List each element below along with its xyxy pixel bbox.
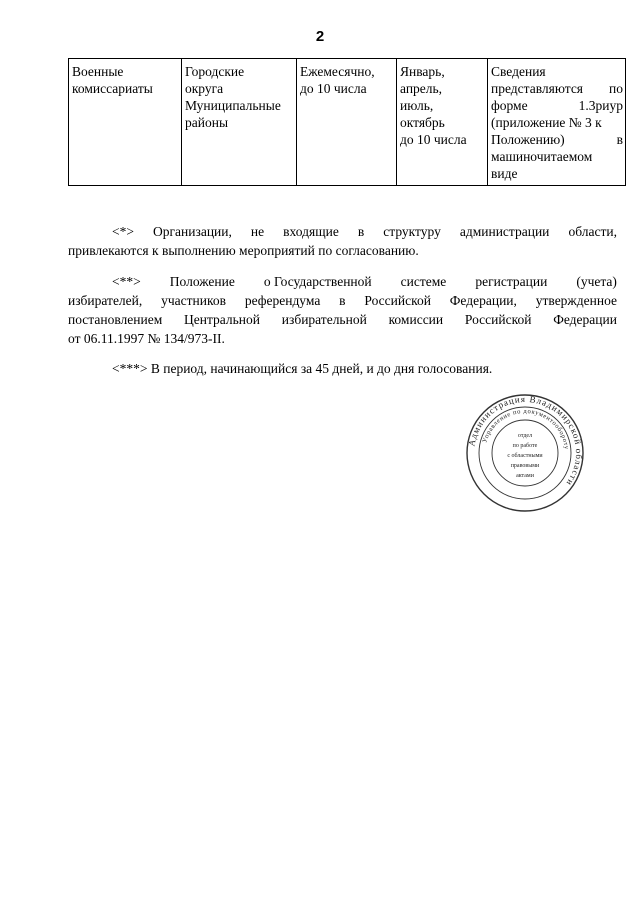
cell-deadline: Январь, апрель, июль, октябрь до 10 числа: [397, 59, 488, 186]
cell-format: Сведения представляются по форме 1.3риур (приложение № 3 к Положению) в машиночитаемом виде: [488, 59, 626, 186]
cell-organization: Военные комиссариаты: [69, 59, 182, 186]
svg-text:правовыми: правовыми: [510, 463, 540, 469]
footnote-3: <***> В период, начинающийся за 45 дней, и до дня голосования.: [112, 361, 493, 376]
cell-frequency: Ежемесячно, до 10 числа: [297, 59, 397, 186]
reporting-table: [68, 58, 626, 186]
page-number: 2: [315, 28, 325, 45]
stamp-seal-icon: [465, 393, 585, 513]
footnote-2: <**> Положение о Государственной системе регистрации (учета) избирателей, участников референдума в Российской Федерации, утвержденное постановлением Центральной избирательной комиссии Российской Федерации от 06.11.1997 № 134/973-II.: [68, 274, 617, 346]
svg-text:актами: актами: [516, 473, 534, 479]
table-row: [69, 59, 626, 186]
footnote-1: <*> Организации, не входящие в структуру администрации области, привлекаются к выполнению мероприятий по согласованию.: [68, 224, 617, 258]
svg-text:с областными: с областными: [507, 453, 543, 459]
stamp-inner-text: Управление по документообороту: [481, 407, 570, 451]
stamp-outer-text: Администрация Владимирской области: [466, 393, 585, 489]
svg-text:по работе: по работе: [512, 443, 538, 449]
cell-territory: Городские округа Муниципальные районы: [182, 59, 297, 186]
svg-text:отдел: отдел: [517, 433, 533, 439]
official-stamp: [465, 393, 585, 513]
